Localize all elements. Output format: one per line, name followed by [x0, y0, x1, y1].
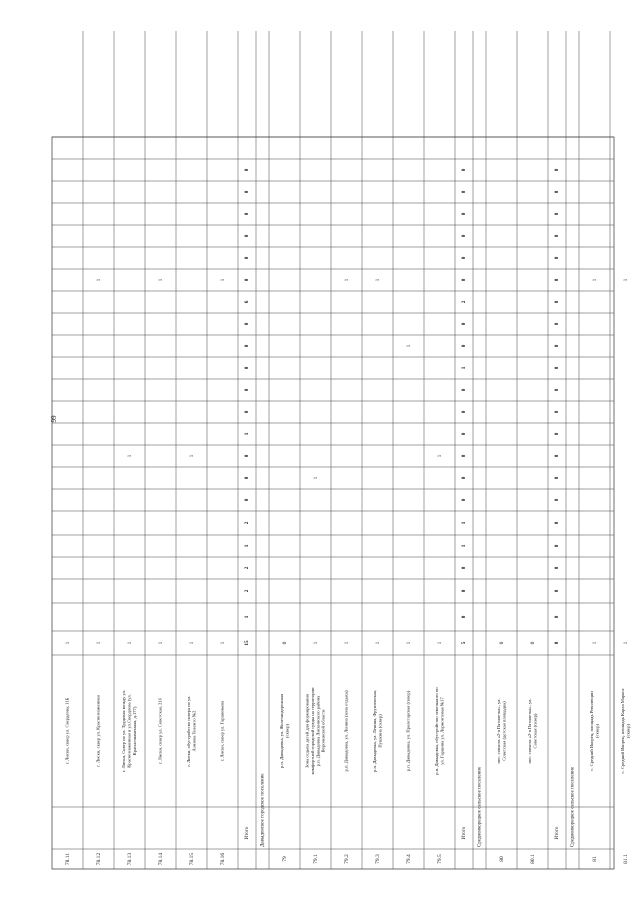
total-value: 0	[554, 344, 561, 348]
row-name-line: г. Лиски, сквер ул. Свердлова, 11Б	[64, 697, 70, 765]
row-total-value: 1	[622, 641, 629, 645]
total-value: 0	[554, 566, 561, 570]
total-value: 0	[244, 344, 251, 348]
row-number: 81	[591, 856, 598, 862]
row-number: 78.13	[126, 852, 133, 866]
total-value: 0	[461, 168, 468, 172]
total-value: 0	[461, 344, 468, 348]
row-number: 80.1	[529, 854, 536, 864]
total-label: Итого	[245, 826, 251, 840]
row-total-value: 1	[95, 641, 102, 645]
row-name-line: (сквер)	[284, 724, 290, 738]
row-total-value: 1	[64, 641, 71, 645]
total-value: 0	[244, 388, 251, 392]
total-value: 0	[461, 212, 468, 216]
total-value: 0	[461, 498, 468, 502]
total-value: 0	[554, 212, 561, 216]
cell-value: 1	[405, 344, 412, 348]
row-number: 78.11	[64, 852, 71, 866]
row-name-line: р.п. Давыдовка Лискинского района	[315, 695, 321, 767]
total-value: 0	[554, 300, 561, 304]
row-number: 81.1	[622, 854, 629, 864]
cell-value: 1	[219, 278, 226, 282]
row-name-line: г. Лиски, сквер ул. Гаршиньева	[219, 700, 225, 762]
section-label: Среднеикорецкое сельское поселение	[570, 766, 576, 847]
total-value: 0	[554, 476, 561, 480]
total-value: 0	[461, 234, 468, 238]
total-value: 5	[461, 641, 468, 645]
row-name-line: пос. совхоза «2-я Пятилетка», ул.	[526, 698, 532, 764]
total-value: 0	[554, 388, 561, 392]
total-value: 1	[244, 544, 251, 548]
row-total-value: 1	[343, 641, 350, 645]
total-value: 2	[461, 300, 468, 304]
row-number: 79.2	[343, 854, 350, 864]
total-value: 0	[244, 234, 251, 238]
row-name-line: Воронежской области	[320, 709, 326, 753]
total-value: 0	[461, 476, 468, 480]
total-value: 0	[244, 476, 251, 480]
row-total-value: 1	[591, 641, 598, 645]
cell-value: 1	[436, 454, 443, 458]
section-label: Давыдовское городское поселение	[260, 773, 266, 847]
cell-value: 1	[126, 454, 133, 458]
row-total-value: 1	[405, 641, 412, 645]
row-name-line: с. Средний Икорец, площадь Карла Маркса	[619, 688, 625, 774]
total-value: 0	[244, 256, 251, 260]
row-name-line: р.п. Давыдовка, обустройство земельного по	[433, 687, 439, 775]
total-value: 1	[244, 432, 251, 436]
total-value: 15	[244, 640, 251, 646]
row-name-line: с. Средний Икорец, площадь Революции	[588, 691, 594, 771]
total-value: 0	[554, 641, 561, 645]
row-name-line: Советская (детская площадка)	[501, 701, 507, 761]
row-total-value: 1	[126, 641, 133, 645]
row-name-line: р.п. Давыдовка, ул. Ленина (зона отдыха)	[343, 690, 349, 772]
total-label: Итого	[555, 826, 561, 840]
row-name-line: р.п. Давыдовка, ул. Железнодорожная	[278, 693, 284, 769]
total-value: 0	[554, 544, 561, 548]
row-name-line: р.п. Давыдовка, ул. Ленина, Фрунзенская,	[371, 690, 377, 772]
total-value: 0	[461, 589, 468, 593]
total-value: 2	[244, 566, 251, 570]
total-value: 0	[244, 322, 251, 326]
row-name-line: г. Лиски, Сквер по ул. Трудовая между ул.	[121, 689, 127, 773]
total-value: 2	[244, 589, 251, 593]
cell-value: 1	[157, 278, 164, 282]
row-name-line: Краснознаменная и ул.Свердлова (ул.	[126, 694, 132, 768]
total-value: 0	[244, 278, 251, 282]
total-value: 0	[244, 454, 251, 458]
total-value: 0	[554, 366, 561, 370]
row-name-line: комфортной городской среды на территории	[309, 687, 315, 775]
row-total-value: 1	[436, 641, 443, 645]
total-value: 0	[244, 498, 251, 502]
row-number: 78.16	[219, 852, 226, 866]
total-value: 0	[461, 388, 468, 392]
row-name-line: (сквер)	[625, 724, 631, 738]
total-value: 1	[461, 521, 468, 525]
row-number: 78.14	[157, 852, 164, 866]
total-value: 0	[461, 190, 468, 194]
data-table	[52, 31, 631, 869]
total-value: 0	[554, 410, 561, 414]
cell-value: 1	[374, 278, 381, 282]
row-name-line: Пушкина (сквер)	[377, 714, 383, 748]
total-value: 0	[554, 589, 561, 593]
total-value: 1	[461, 366, 468, 370]
total-value: 0	[554, 454, 561, 458]
total-value: 0	[554, 615, 561, 619]
row-name-line: (сквер)	[594, 724, 600, 738]
total-value: 0	[244, 212, 251, 216]
cell-value: 1	[343, 278, 350, 282]
row-total-value: 0	[281, 641, 288, 645]
total-value: 0	[461, 432, 468, 436]
row-total-value: 0	[498, 641, 505, 645]
row-name-line: Азизова Телемто №2	[191, 710, 197, 752]
row-number: 79.5	[436, 854, 443, 864]
total-value: 0	[244, 410, 251, 414]
row-name-line: р.п. Давыдовка, ул. Пролетарская (сквер)	[405, 690, 411, 772]
row-name-line: ул. Гаршина ул. Лермонтовая №17	[439, 697, 445, 765]
total-value: 0	[554, 432, 561, 436]
total-value: 0	[461, 278, 468, 282]
cell-value: 1	[188, 454, 195, 458]
total-value: 0	[461, 256, 468, 260]
row-total-value: 1	[374, 641, 381, 645]
row-name-line: Краснознаменная, д.177)	[131, 706, 137, 756]
row-name-line: г. Лиски, сквер ул. Советская, 21б	[157, 697, 163, 765]
total-value: 0	[554, 322, 561, 326]
total-value: 0	[554, 190, 561, 194]
row-total-value: 0	[529, 641, 536, 645]
total-value: 0	[461, 615, 468, 619]
cell-value: 1	[622, 278, 629, 282]
total-value: 6	[244, 300, 251, 304]
total-value: 2	[244, 521, 251, 525]
cell-value: 1	[95, 278, 102, 282]
row-name-line: г. Лиски, обустройство сквера по ул.	[185, 695, 191, 767]
row-number: 79	[281, 856, 288, 862]
row-name-line: пос. совхоза «2-я Пятилетка», ул.	[495, 698, 501, 764]
row-number: 79.4	[405, 854, 412, 864]
total-value: 0	[244, 366, 251, 370]
row-name-line: Советская (сквер)	[532, 713, 538, 749]
row-name-line: г. Лиски, сквер ул. Краснознаменная	[95, 695, 101, 767]
row-number: 79.3	[374, 854, 381, 864]
total-value: 1	[244, 615, 251, 619]
total-value: 0	[554, 278, 561, 282]
total-value: 0	[244, 190, 251, 194]
row-total-value: 1	[219, 641, 226, 645]
cell-value: 1	[591, 278, 598, 282]
total-value: 0	[554, 168, 561, 172]
total-value: 0	[554, 498, 561, 502]
page-number: 99	[50, 415, 58, 423]
total-value: 1	[461, 544, 468, 548]
row-total-value: 1	[157, 641, 164, 645]
total-value: 0	[461, 566, 468, 570]
total-label: Итого	[462, 826, 468, 840]
total-value: 0	[554, 521, 561, 525]
total-value: 0	[244, 168, 251, 172]
row-number: 79.1	[312, 854, 319, 864]
total-value: 0	[554, 234, 561, 238]
total-value: 0	[554, 256, 561, 260]
total-value: 0	[461, 410, 468, 414]
total-value: 0	[461, 322, 468, 326]
row-number: 78.15	[188, 852, 195, 866]
row-total-value: 1	[188, 641, 195, 645]
row-total-value: 1	[312, 641, 319, 645]
total-value: 0	[461, 454, 468, 458]
row-name-line: Зона отдыха детей для формирования	[304, 694, 310, 768]
section-label: Среднеикорецкое сельское поселение	[477, 766, 483, 847]
cell-value: 1	[312, 476, 319, 480]
row-number: 80	[498, 856, 505, 862]
row-number: 78.12	[95, 852, 102, 866]
